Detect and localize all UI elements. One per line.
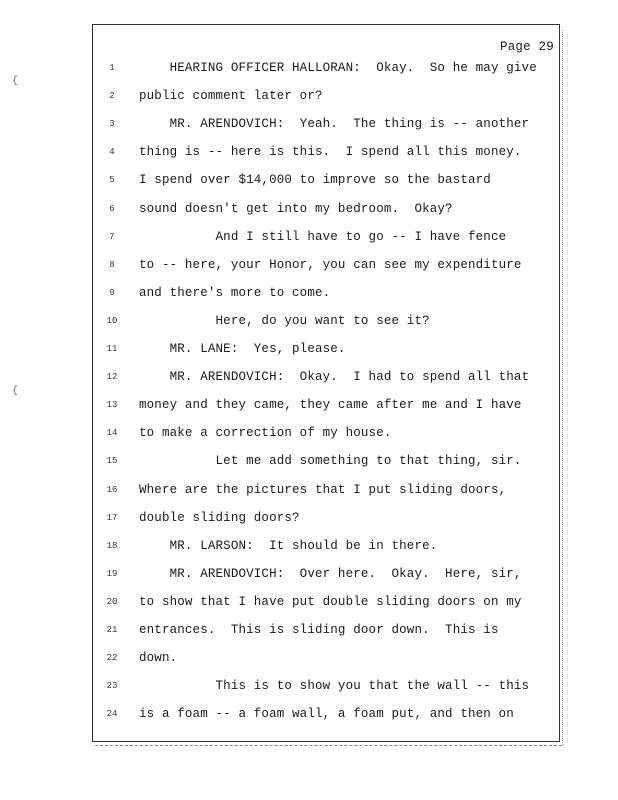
transcript-line: Let me add something to that thing, sir. — [139, 454, 522, 468]
line-number: 7 — [109, 232, 115, 242]
transcript-line: I spend over $14,000 to improve so the bastard — [139, 173, 491, 187]
line-number: 3 — [109, 119, 115, 129]
transcript-line: down. — [139, 651, 178, 665]
margin-mark: { — [12, 76, 19, 87]
line-number: 20 — [106, 597, 118, 607]
transcript-line: and there's more to come. — [139, 286, 331, 300]
right-margin-rule — [562, 30, 563, 745]
transcript-line: This is to show you that the wall -- this — [139, 679, 530, 693]
line-number: 1 — [109, 63, 115, 73]
line-number: 13 — [106, 400, 118, 410]
line-number: 23 — [106, 681, 118, 691]
transcript-line: sound doesn't get into my bedroom. Okay? — [139, 202, 453, 216]
transcript-line: HEARING OFFICER HALLORAN: Okay. So he may give — [139, 61, 537, 75]
line-number: 19 — [106, 569, 118, 579]
line-number: 11 — [106, 344, 118, 354]
transcript-line: public comment later or? — [139, 89, 323, 103]
transcript-line: entrances. This is sliding door down. This is — [139, 623, 499, 637]
line-number: 12 — [106, 372, 118, 382]
line-number: 14 — [106, 428, 118, 438]
transcript-line: double sliding doors? — [139, 511, 300, 525]
line-number: 15 — [106, 456, 118, 466]
transcript-line: MR. LANE: Yes, please. — [139, 342, 346, 356]
line-number: 4 — [109, 147, 115, 157]
transcript-line: to make a correction of my house. — [139, 426, 392, 440]
line-number: 16 — [106, 485, 118, 495]
margin-mark: { — [12, 386, 19, 397]
line-number: 21 — [106, 625, 118, 635]
line-number: 10 — [106, 316, 118, 326]
transcript-line: is a foam -- a foam wall, a foam put, and then on — [139, 707, 514, 721]
line-number: 18 — [106, 541, 118, 551]
transcript-line: MR. ARENDOVICH: Yeah. The thing is -- another — [139, 117, 530, 131]
transcript-line: money and they came, they came after me and I have — [139, 398, 522, 412]
transcript-line: to -- here, your Honor, you can see my expenditure — [139, 258, 522, 272]
line-number: 2 — [109, 91, 115, 101]
transcript-line: MR. ARENDOVICH: Over here. Okay. Here, sir, — [139, 567, 522, 581]
transcript-line: thing is -- here is this. I spend all this money. — [139, 145, 522, 159]
line-number: 8 — [109, 260, 115, 270]
line-number: 22 — [106, 653, 118, 663]
line-number: 17 — [106, 513, 118, 523]
transcript-line: to show that I have put double sliding doors on my — [139, 595, 522, 609]
transcript-line: And I still have to go -- I have fence — [139, 230, 507, 244]
transcript-line: MR. LARSON: It should be in there. — [139, 539, 438, 553]
transcript-line: Here, do you want to see it? — [139, 314, 430, 328]
line-number: 24 — [106, 709, 118, 719]
line-number: 6 — [109, 204, 115, 214]
transcript-line: Where are the pictures that I put sliding doors, — [139, 483, 507, 497]
page-number: Page 29 — [500, 40, 554, 54]
transcript-line: MR. ARENDOVICH: Okay. I had to spend all that — [139, 370, 530, 384]
line-number: 9 — [109, 288, 115, 298]
line-number: 5 — [109, 175, 115, 185]
